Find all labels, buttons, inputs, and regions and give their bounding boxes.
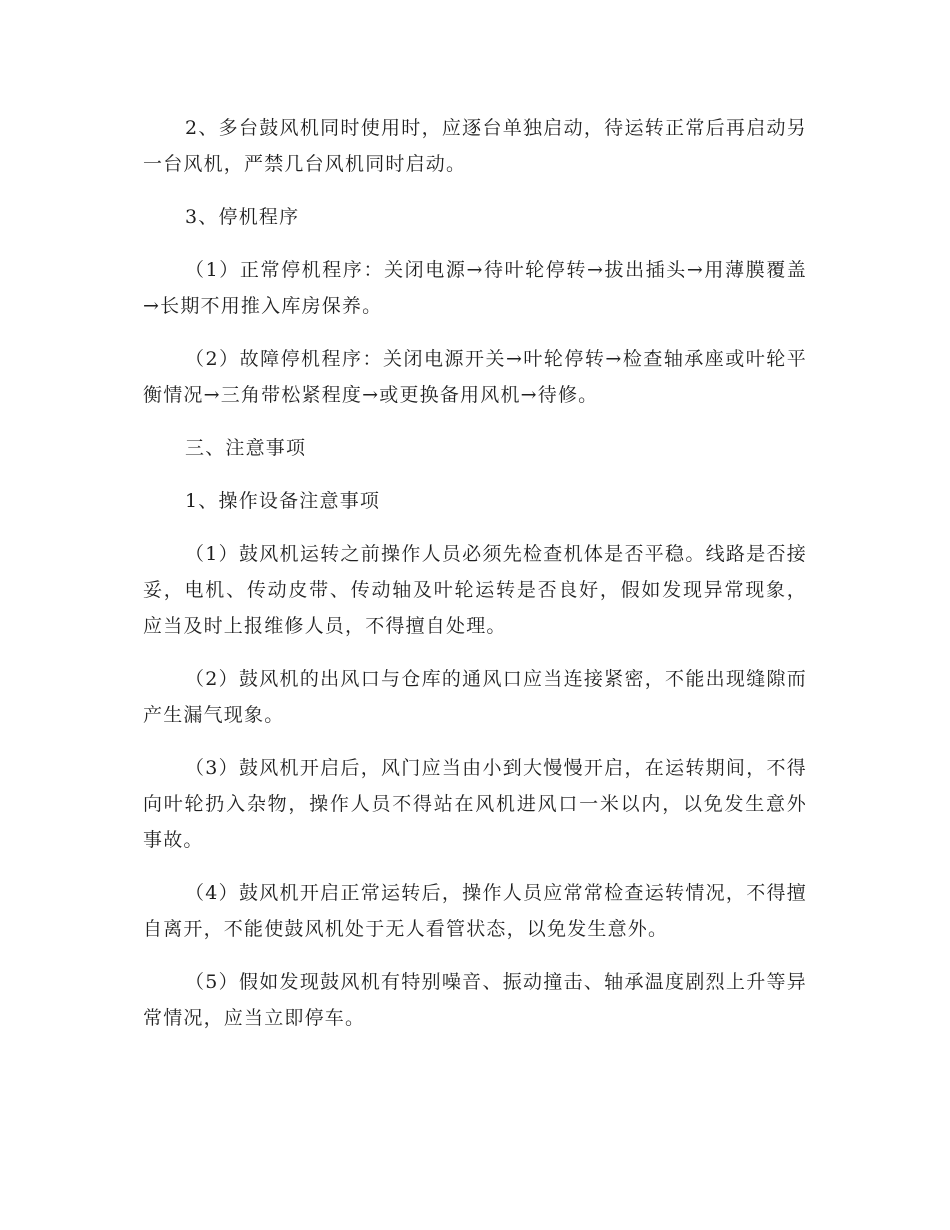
paragraph-precaution-5: （5）假如发现鼓风机有特别噪音、振动撞击、轴承温度剧烈上升等异常情况，应当立即停车。 bbox=[143, 971, 807, 1029]
heading-operation-precautions: 1、操作设备注意事项 bbox=[185, 490, 381, 512]
paragraph-normal-shutdown: （1）正常停机程序：关闭电源→待叶轮停转→拔出插头→用薄膜覆盖→长期不用推入库房保养。 bbox=[143, 259, 807, 317]
document-body bbox=[143, 110, 807, 1053]
paragraph-startup-sequence: 2、多台鼓风机同时使用时，应逐台单独启动，待运转正常后再启动另一台风机，严禁几台风机同时启动。 bbox=[143, 117, 807, 175]
paragraph-precaution-4: （4）鼓风机开启正常运转后，操作人员应常常检查运转情况，不得擅自离开，不能使鼓风机处于无人看管状态，以免发生意外。 bbox=[143, 882, 807, 940]
paragraph-fault-shutdown: （2）故障停机程序：关闭电源开关→叶轮停转→检查轴承座或叶轮平衡情况→三角带松紧程度→或更换备用风机→待修。 bbox=[143, 348, 807, 406]
paragraph-precaution-3: （3）鼓风机开启后，风门应当由小到大慢慢开启，在运转期间，不得向叶轮扔入杂物，操作人员不得站在风机进风口一米以内，以免发生意外事故。 bbox=[143, 757, 807, 851]
heading-shutdown-procedure: 3、停机程序 bbox=[185, 206, 300, 228]
paragraph-precaution-1: （1）鼓风机运转之前操作人员必须先检查机体是否平稳。线路是否接妥，电机、传动皮带、传动轴及叶轮运转是否良好，假如发现异常现象，应当及时上报维修人员，不得擅自处理。 bbox=[143, 543, 807, 637]
paragraph-precaution-2: （2）鼓风机的出风口与仓库的通风口应当连接紧密，不能出现缝隙而产生漏气现象。 bbox=[143, 668, 807, 726]
heading-precautions: 三、注意事项 bbox=[185, 437, 307, 459]
